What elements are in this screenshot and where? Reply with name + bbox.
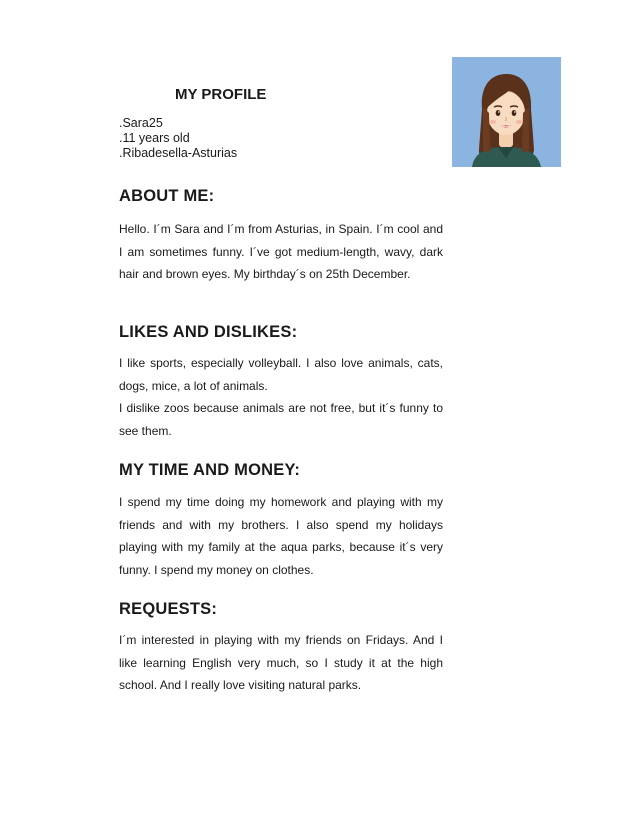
girl-avatar-icon <box>452 57 561 167</box>
section-paragraph: I dislike zoos because animals are not free, but it´s funny to see them. <box>119 401 443 438</box>
section-paragraph: Hello. I´m Sara and I´m from Asturias, in Spain. I´m cool and I am sometimes funny. I´ve got medium-length, wavy, dark hair and brown eyes. My birthday´s on 25th December. <box>119 222 443 281</box>
section-heading: ABOUT ME: <box>119 187 215 205</box>
section-heading: REQUESTS: <box>119 600 218 618</box>
profile-photo <box>452 57 561 167</box>
profile-location: .Ribadesella-Asturias <box>119 146 238 160</box>
section-requests <box>119 600 443 697</box>
section-heading: MY TIME AND MONEY: <box>119 461 301 479</box>
profile-age: .11 years old <box>119 131 190 145</box>
section-likes-dislikes <box>119 323 443 442</box>
page-title: MY PROFILE <box>175 86 267 103</box>
profile-info <box>119 116 237 161</box>
section-paragraph: I´m interested in playing with my friends on Fridays. And I like learning English very much, so I study it at the high school. And I really love visiting natural parks. <box>119 633 443 692</box>
section-about-me <box>119 187 443 286</box>
section-paragraph: I like sports, especially volleyball. I also love animals, cats, dogs, mice, a lot of animals. <box>119 356 443 393</box>
profile-name: .Sara25 <box>119 116 163 130</box>
section-paragraph: I spend my time doing my homework and playing with my friends and with my brothers. I also spend my holidays playing with my family at the aqua parks, because it´s very funny. I spend my money on clothes. <box>119 495 443 577</box>
section-heading: LIKES AND DISLIKES: <box>119 323 298 341</box>
section-time-money <box>119 461 443 581</box>
